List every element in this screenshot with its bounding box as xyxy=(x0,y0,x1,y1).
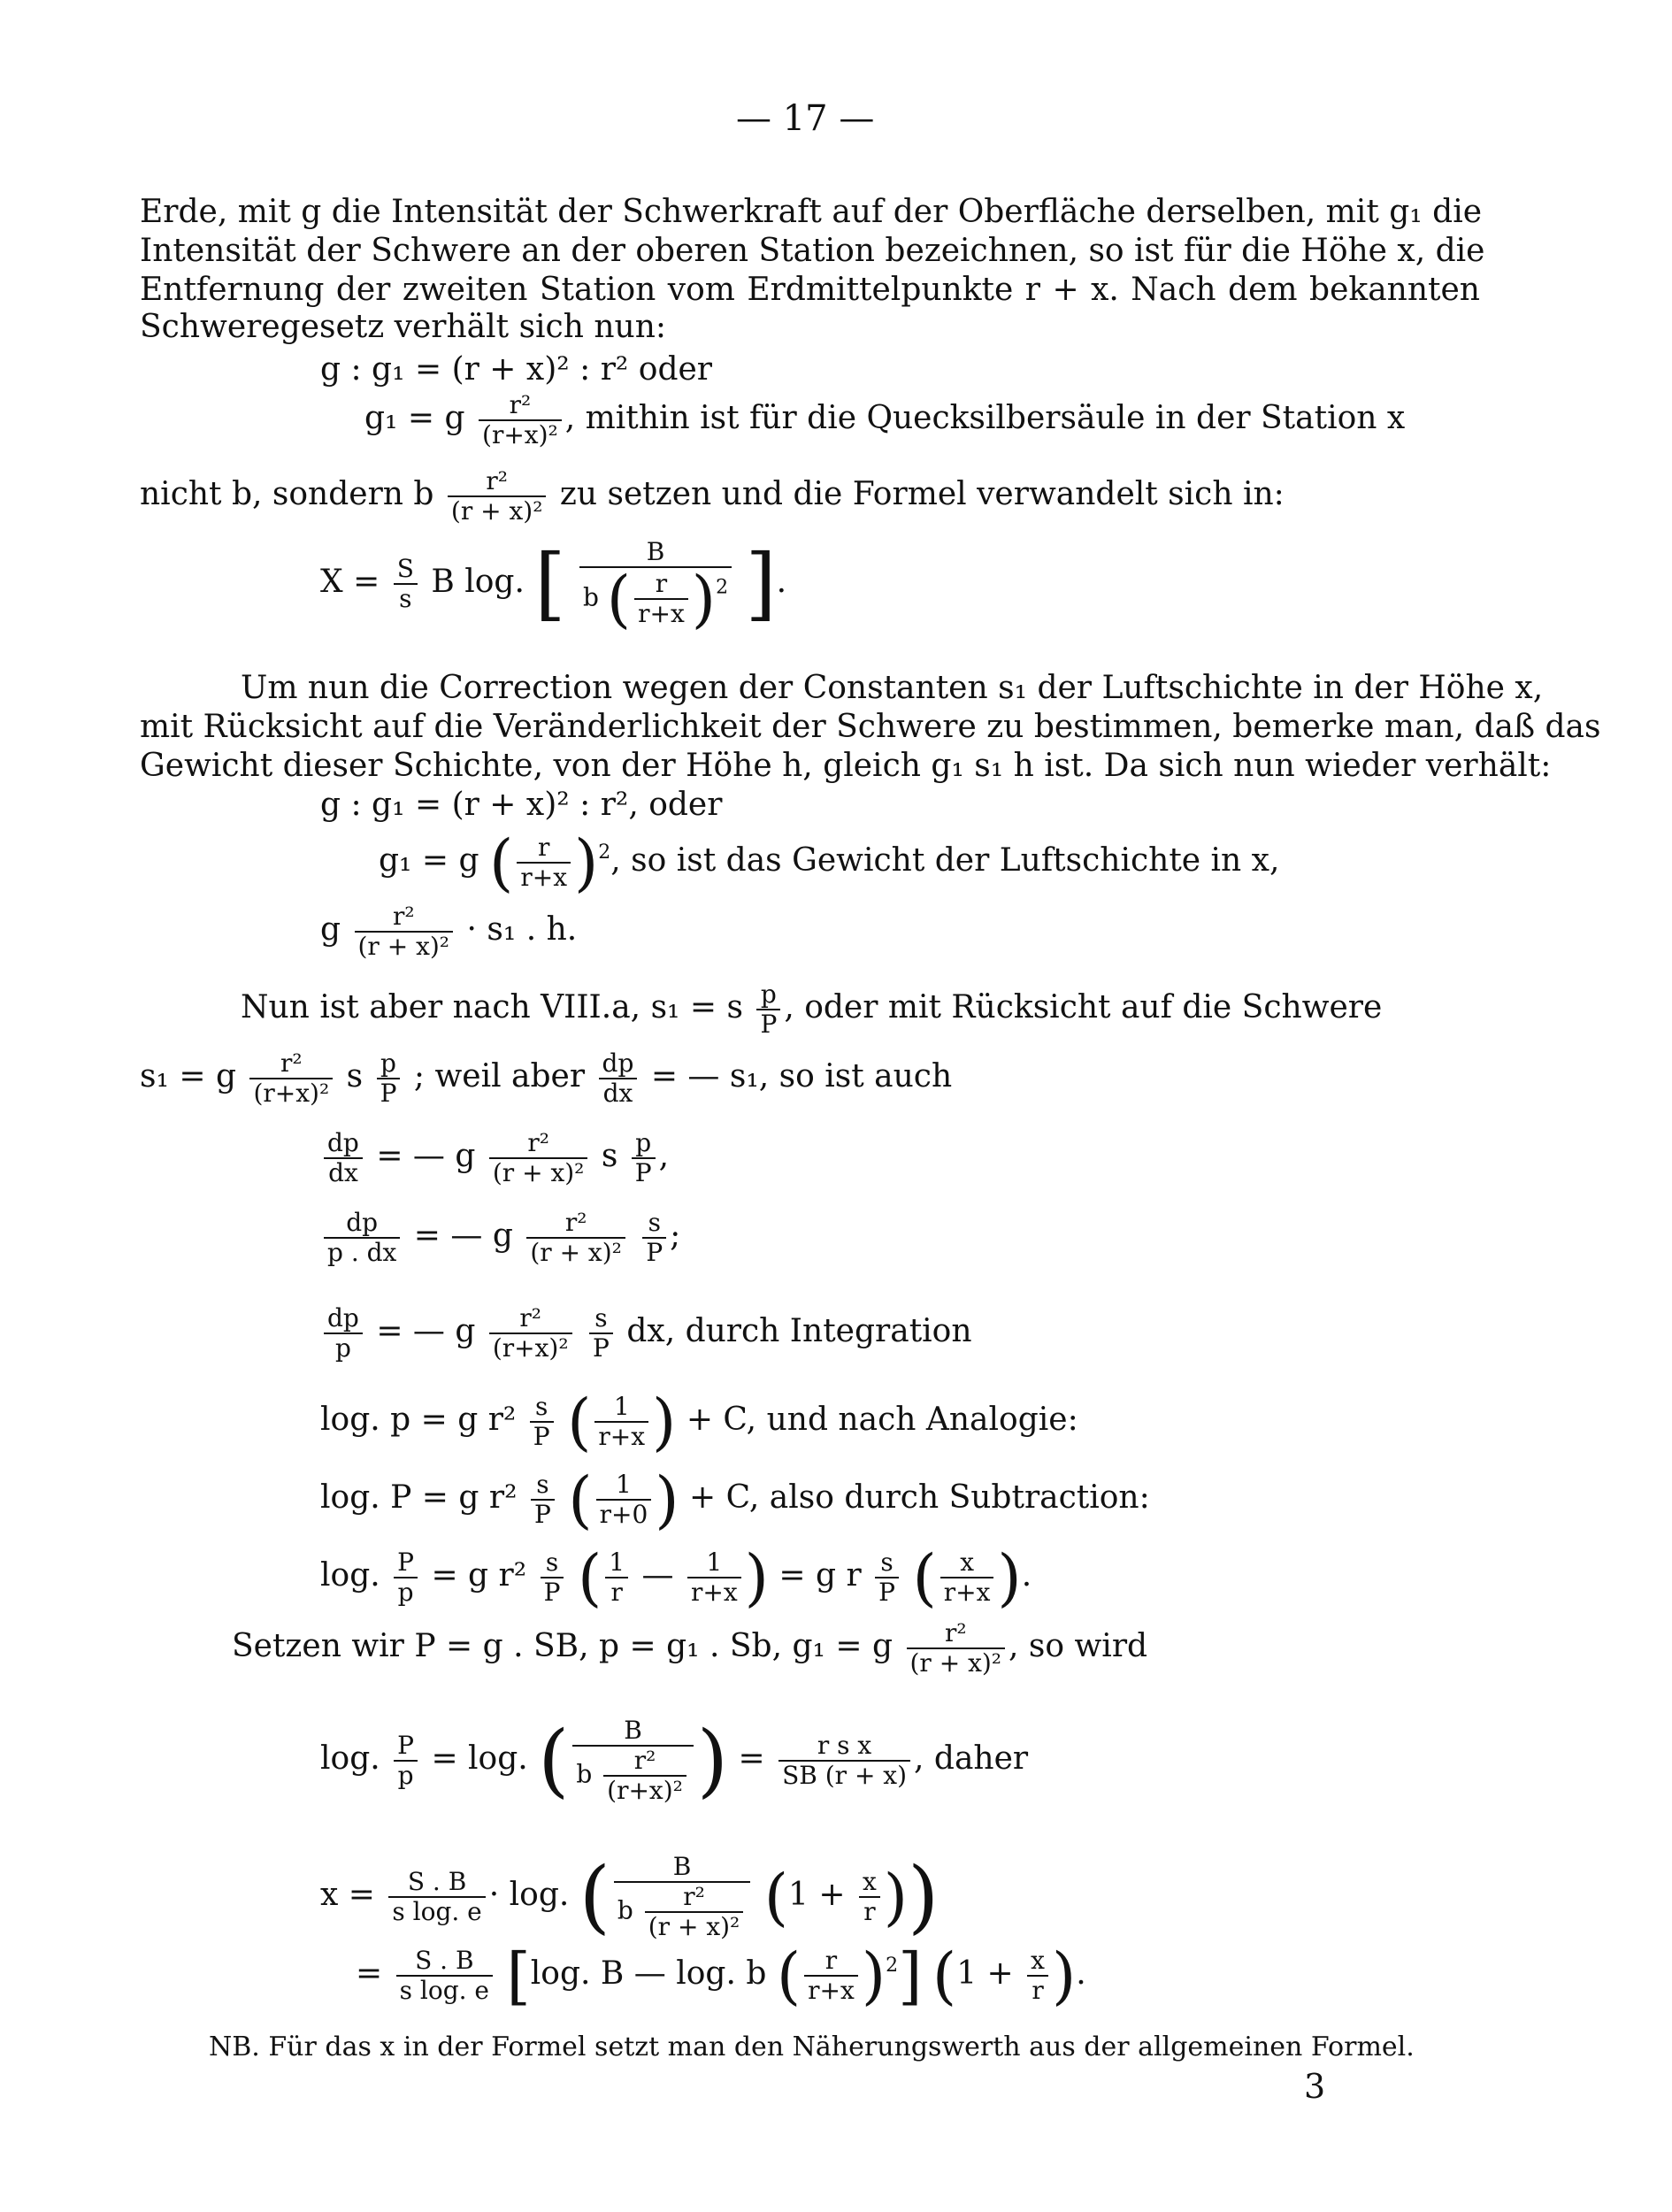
eq17-big-fraction xyxy=(572,1717,694,1805)
eq3-rest: zu setzen und die Formel verwandelt sich in: xyxy=(559,476,1285,512)
eq16-rest: , so wird xyxy=(1009,1628,1148,1664)
eq19-rnum: r xyxy=(824,1946,838,1975)
eq11-lhs-fraction xyxy=(324,1209,400,1267)
eq2-num: r² xyxy=(509,390,532,419)
equation-4 xyxy=(320,537,787,635)
eq16-pre: Setzen wir P = g . SB, p = g₁ . Sb, g₁ = g xyxy=(232,1628,894,1664)
eq19-xden: r xyxy=(1032,1976,1044,2005)
eq6-den: r+x xyxy=(520,863,567,892)
eq18-r-fraction xyxy=(645,1883,744,1941)
eq6-rest: , so ist das Gewicht der Luftschichte in x, xyxy=(610,842,1280,879)
eq4-lhs: X = xyxy=(320,564,380,600)
eq15-a-num: 1 xyxy=(609,1548,625,1577)
eq4-big-fraction xyxy=(579,537,732,635)
eq11-end: ; xyxy=(670,1217,681,1254)
eq4-r-num: r xyxy=(655,569,668,598)
eq18-big-fraction xyxy=(614,1853,750,1941)
eq17-rnum2: r s x xyxy=(817,1731,872,1760)
eq19-snum: S . B xyxy=(415,1946,474,1975)
eq19-one: 1 + xyxy=(956,1955,1014,1992)
eq4-b-num: B xyxy=(646,537,665,566)
eq11-s-fraction xyxy=(642,1209,666,1267)
eq8-rest: , oder mit Rücksicht auf die Schwere xyxy=(784,989,1383,1025)
eq14-rest: + C, also durch Subtraction: xyxy=(689,1479,1150,1516)
eq17-p-fraction xyxy=(394,1732,418,1790)
eq10-den: (r + x)² xyxy=(492,1158,585,1187)
eq15-s2den: P xyxy=(878,1578,895,1607)
eq6-exp: 2 xyxy=(598,841,611,864)
eq14-snum: s xyxy=(536,1470,549,1499)
eq10-s: s xyxy=(601,1138,618,1174)
eq4-exp: 2 xyxy=(716,576,729,599)
eq17-pnum: P xyxy=(397,1731,414,1760)
eq10-pden: P xyxy=(634,1158,652,1187)
eq14-s-fraction xyxy=(531,1471,555,1529)
eq15-x-den: r+x xyxy=(943,1578,991,1607)
eq9-fraction xyxy=(249,1049,333,1108)
eq17-big-den xyxy=(572,1747,694,1805)
eq19-inner: log. B — log. b xyxy=(530,1955,767,1992)
eq19-x-fraction xyxy=(1027,1947,1048,2005)
eq15-a-fraction xyxy=(605,1548,628,1607)
eq18-bpre: b xyxy=(617,1895,633,1925)
eq10-lden: dx xyxy=(328,1158,358,1187)
eq4-mid: B log. xyxy=(431,564,525,600)
eq9-p-fraction xyxy=(377,1049,401,1108)
footnote: NB. Für das x in der Formel setzt man den Näherungswerth aus der allgemeinen Formel. xyxy=(209,2032,1415,2062)
eq15-pnum: P xyxy=(397,1548,414,1577)
eq11-den: (r + x)² xyxy=(530,1238,622,1267)
equation-1: g : g₁ = (r + x)² : r² oder xyxy=(320,351,713,388)
equation-6: g₁ = g ( $\frac{r}{r+x}$ )$^2$, so ist das Gewicht der Luftschichte in x, xyxy=(379,826,1280,899)
eq3-pre: nicht b, sondern b xyxy=(140,476,434,512)
equation-11 xyxy=(320,1209,680,1267)
eq19-end: . xyxy=(1076,1955,1086,1992)
equation-2 xyxy=(364,391,1405,449)
signature-mark: 3 xyxy=(1304,2067,1326,2106)
eq6-lhs: g₁ = g xyxy=(379,842,479,879)
eq13-s-fraction xyxy=(530,1393,554,1451)
eq15-sden: P xyxy=(543,1578,561,1607)
equation-15: log. $\frac{P}{p}$ = g r² $\frac{s}{P}$ ( $\frac{1}{r}$ — $\frac{1}{r+x}$ ) = g r $\frac{s}{P}$ ( $\frac{x}{r+x}$ ). xyxy=(320,1541,1032,1614)
eq17-lhs: log. xyxy=(320,1740,380,1777)
eq3-fraction xyxy=(448,467,547,526)
eq17-rden: (r+x)² xyxy=(607,1776,683,1805)
paragraph-2-line-3: Gewicht dieser Schichte, von der Höhe h, gleich g₁ s₁ h ist. Da sich nun wieder verhält: xyxy=(140,748,1552,784)
eq15-snum: s xyxy=(545,1548,559,1577)
eq9-num: r² xyxy=(280,1048,303,1078)
eq10-end: , xyxy=(658,1138,670,1174)
eq11-num: r² xyxy=(564,1208,587,1237)
eq17-eq: = xyxy=(738,1740,765,1777)
eq15-x-num: x xyxy=(960,1548,974,1577)
eq17-r-fraction xyxy=(603,1747,686,1805)
eq7-lhs: g xyxy=(320,911,341,948)
paragraph-1-line-3: Entfernung der zweiten Station vom Erdmittelpunkte r + x. Nach dem bekannten xyxy=(140,272,1480,308)
eq15-pden: p xyxy=(397,1578,414,1607)
eq15-a-den: r xyxy=(610,1578,623,1607)
equation-3 xyxy=(140,467,1285,526)
eq12-s-fraction xyxy=(589,1304,613,1363)
eq15-eq: = g r xyxy=(778,1557,862,1594)
equation-17: log. $\frac{P}{p}$ = log. ( B b $\frac{\text{r²}}{\text{(r+x)²}}$ ) = $\frac{\text{r s x}}{SB (r + x)}$ , daher xyxy=(320,1714,1029,1807)
eq12-lden: p xyxy=(334,1333,351,1363)
eq10-p-fraction xyxy=(632,1129,656,1187)
eq15-b-den: r+x xyxy=(690,1578,738,1607)
eq15-b-fraction xyxy=(687,1548,741,1607)
eq7-fraction xyxy=(355,902,454,961)
eq15-s2-fraction xyxy=(875,1548,899,1607)
eq17-rnum: r² xyxy=(633,1746,656,1775)
eq11-lden: p . dx xyxy=(327,1238,397,1267)
equation-14: log. P = g r² $\frac{s}{P}$ ( $\frac{1}{r+0}$ ) + C, also durch Subtraction: xyxy=(320,1463,1150,1536)
eq19-exp: 2 xyxy=(886,1955,899,1977)
eq8-den: P xyxy=(760,1010,778,1039)
eq4-s-num: S xyxy=(396,554,414,583)
equation-12 xyxy=(320,1304,972,1363)
eq12-fraction xyxy=(489,1304,572,1363)
eq18-rden: (r + x)² xyxy=(648,1912,740,1941)
eq14-sden: P xyxy=(533,1500,551,1529)
eq15-end: . xyxy=(1021,1557,1032,1594)
eq19-rden: r+x xyxy=(808,1976,855,2005)
eq9-pden: P xyxy=(380,1079,397,1108)
eq10-op: = — g xyxy=(376,1138,476,1174)
eq12-sden: P xyxy=(593,1333,610,1363)
eq14-den: r+0 xyxy=(599,1500,648,1529)
equation-9 xyxy=(140,1049,952,1108)
eq12-rest: dx, durch Integration xyxy=(626,1313,972,1349)
eq15-s-fraction xyxy=(541,1548,564,1607)
eq13-fraction xyxy=(594,1393,648,1451)
eq19-s-fraction xyxy=(396,1947,493,2005)
eq15-op: = g r² xyxy=(431,1557,527,1594)
eq8-fraction xyxy=(756,980,780,1039)
eq15-minus: — xyxy=(641,1557,674,1594)
eq4-big-den: b ( $\frac{r}{r+x}$ )$^2$ xyxy=(582,563,729,635)
eq12-num: r² xyxy=(519,1303,542,1333)
eq9-dden: dx xyxy=(602,1079,633,1108)
eq12-op: = — g xyxy=(376,1313,476,1349)
eq17-pden: p xyxy=(397,1761,414,1790)
equation-16 xyxy=(232,1619,1147,1678)
eq11-op: = — g xyxy=(413,1217,513,1254)
equation-13: log. p = g r² $\frac{s}{P}$ ( $\frac{1}{r+x}$ ) + C, und nach Analogie: xyxy=(320,1386,1078,1458)
eq9-den: (r+x)² xyxy=(253,1079,330,1108)
eq6-num: r xyxy=(537,833,550,862)
eq18-one: 1 + xyxy=(788,1877,846,1913)
eq12-lhs-fraction xyxy=(324,1304,363,1363)
eq18-lhs: x = xyxy=(320,1877,375,1913)
eq19-xnum: x xyxy=(1031,1946,1045,1975)
eq18-xnum: x xyxy=(863,1867,877,1896)
eq15-lhs: log. xyxy=(320,1557,380,1594)
eq2-lhs: g₁ = g xyxy=(364,400,465,436)
eq14-fraction xyxy=(596,1471,652,1529)
equation-7 xyxy=(320,902,577,961)
eq18-x-fraction xyxy=(859,1868,880,1926)
eq9-pnum: p xyxy=(380,1048,396,1078)
eq9-mid: ; weil aber xyxy=(413,1058,586,1094)
eq11-snum: s xyxy=(648,1208,661,1237)
eq2-rest: , mithin ist für die Quecksilbersäule in der Station x xyxy=(564,400,1406,436)
paragraph-1-line-1: Erde, mit g die Intensität der Schwerkraft auf der Oberfläche derselben, mit g₁ die xyxy=(140,194,1483,230)
eq2-den: (r+x)² xyxy=(482,420,558,449)
equation-5: g : g₁ = (r + x)² : r², oder xyxy=(320,787,723,823)
eq10-lhs-fraction xyxy=(324,1129,363,1187)
eq13-lhs: log. p = g r² xyxy=(320,1402,517,1438)
eq17-op: = log. xyxy=(431,1740,528,1777)
eq18-mid: · log. xyxy=(488,1877,570,1913)
eq12-lnum: dp xyxy=(327,1303,359,1333)
eq18-xden: r xyxy=(863,1897,876,1926)
eq7-num: r² xyxy=(392,902,415,931)
eq13-sden: P xyxy=(533,1422,550,1451)
eq10-num: r² xyxy=(527,1128,549,1157)
eq19-r-fraction xyxy=(804,1947,858,2005)
eq14-lhs: log. P = g r² xyxy=(320,1479,518,1516)
eq11-fraction xyxy=(526,1209,625,1267)
eq3-num: r² xyxy=(486,466,508,495)
eq15-s2num: s xyxy=(880,1548,894,1577)
eq17-rest: , daher xyxy=(914,1740,1029,1777)
eq10-lnum: dp xyxy=(327,1128,359,1157)
eq11-sden: P xyxy=(646,1238,663,1267)
eq17-bnum: B xyxy=(624,1716,642,1745)
eq19-sden: s log. e xyxy=(399,1976,490,2005)
eq9-dnum: dp xyxy=(602,1048,634,1078)
eq9-d-fraction xyxy=(599,1049,638,1108)
eq4-r-fraction xyxy=(634,570,688,628)
eq17-bpre: b xyxy=(576,1759,593,1789)
paragraph-1-line-2: Intensität der Schwere an der oberen Station bezeichnen, so ist für die Höhe x, die xyxy=(140,233,1485,269)
eq15-p-fraction xyxy=(394,1548,418,1607)
eq13-snum: s xyxy=(535,1392,548,1421)
eq7-rest: · s₁ . h. xyxy=(466,911,578,948)
paragraph-1-line-4: Schweregesetz verhält sich nun: xyxy=(140,309,667,345)
eq4-end: . xyxy=(776,564,787,600)
eq18-snum: S . B xyxy=(407,1867,467,1896)
eq16-den: (r + x)² xyxy=(909,1648,1002,1678)
paragraph-2-line-1: Um nun die Correction wegen der Constanten s₁ der Luftschichte in der Höhe x, xyxy=(241,670,1544,706)
equation-19: = $\frac{S . B}{\text{s log. e}}$ [log. B — log. b ( $\frac{r}{r+x}$ )$^2$] (1 + $\frac{x}{r}$ ). xyxy=(356,1939,1086,2012)
eq15-x-fraction xyxy=(940,1548,994,1607)
eq4-s-fraction xyxy=(394,555,418,613)
eq13-rest: + C, und nach Analogie: xyxy=(686,1402,1078,1438)
eq9-lhs: s₁ = g xyxy=(140,1058,237,1094)
eq16-fraction xyxy=(907,1619,1006,1678)
eq18-s-fraction xyxy=(388,1868,485,1926)
eq9-rest: = — s₁, so ist auch xyxy=(650,1058,953,1094)
eq13-den: r+x xyxy=(598,1422,646,1451)
equation-18: x = $\frac{S . B}{\text{s log. e}}$ · log. ( B b $\frac{\text{r²}}{\text{(r + x)²}}$ (1 + $\frac{x}{r}$ )) xyxy=(320,1850,940,1943)
right-bracket: ] xyxy=(745,537,777,630)
eq13-num: 1 xyxy=(613,1392,630,1421)
eq2-fraction xyxy=(479,391,562,449)
eq9-s: s xyxy=(346,1058,364,1094)
eq18-bnum: B xyxy=(672,1852,692,1881)
eq12-snum: s xyxy=(594,1303,608,1333)
eq4-b-pre: b xyxy=(582,582,599,612)
equation-10 xyxy=(320,1129,669,1187)
eq7-den: (r + x)² xyxy=(357,932,450,961)
eq16-num: r² xyxy=(944,1618,967,1647)
page-number: — 17 — xyxy=(736,98,875,139)
paragraph-2-line-2: mit Rücksicht auf die Veränderlichkeit der Schwere zu bestimmen, bemerke man, daß das xyxy=(140,709,1601,745)
eq6-fraction xyxy=(517,833,571,892)
eq10-fraction xyxy=(489,1129,588,1187)
eq8-num: p xyxy=(760,979,777,1009)
eq12-den: (r+x)² xyxy=(492,1333,569,1363)
eq4-r-den: r+x xyxy=(638,599,685,628)
eq17-rden2: SB (r + x) xyxy=(782,1761,908,1790)
eq10-pnum: p xyxy=(635,1128,652,1157)
eq8-pre: Nun ist aber nach VIII.a, s₁ = s xyxy=(241,989,744,1025)
eq15-b-num: 1 xyxy=(706,1548,723,1577)
eq11-lnum: dp xyxy=(346,1208,379,1237)
eq18-big-den xyxy=(614,1883,750,1941)
equation-8 xyxy=(241,980,1382,1039)
eq19-op: = xyxy=(356,1955,383,1992)
eq3-den: (r + x)² xyxy=(450,496,543,526)
eq14-num: 1 xyxy=(616,1470,632,1499)
eq18-sden: s log. e xyxy=(392,1897,482,1926)
left-bracket: [ xyxy=(534,537,566,630)
eq17-rsx-fraction xyxy=(778,1732,910,1790)
eq18-rnum: r² xyxy=(683,1882,705,1911)
eq4-s-den: s xyxy=(399,584,412,613)
